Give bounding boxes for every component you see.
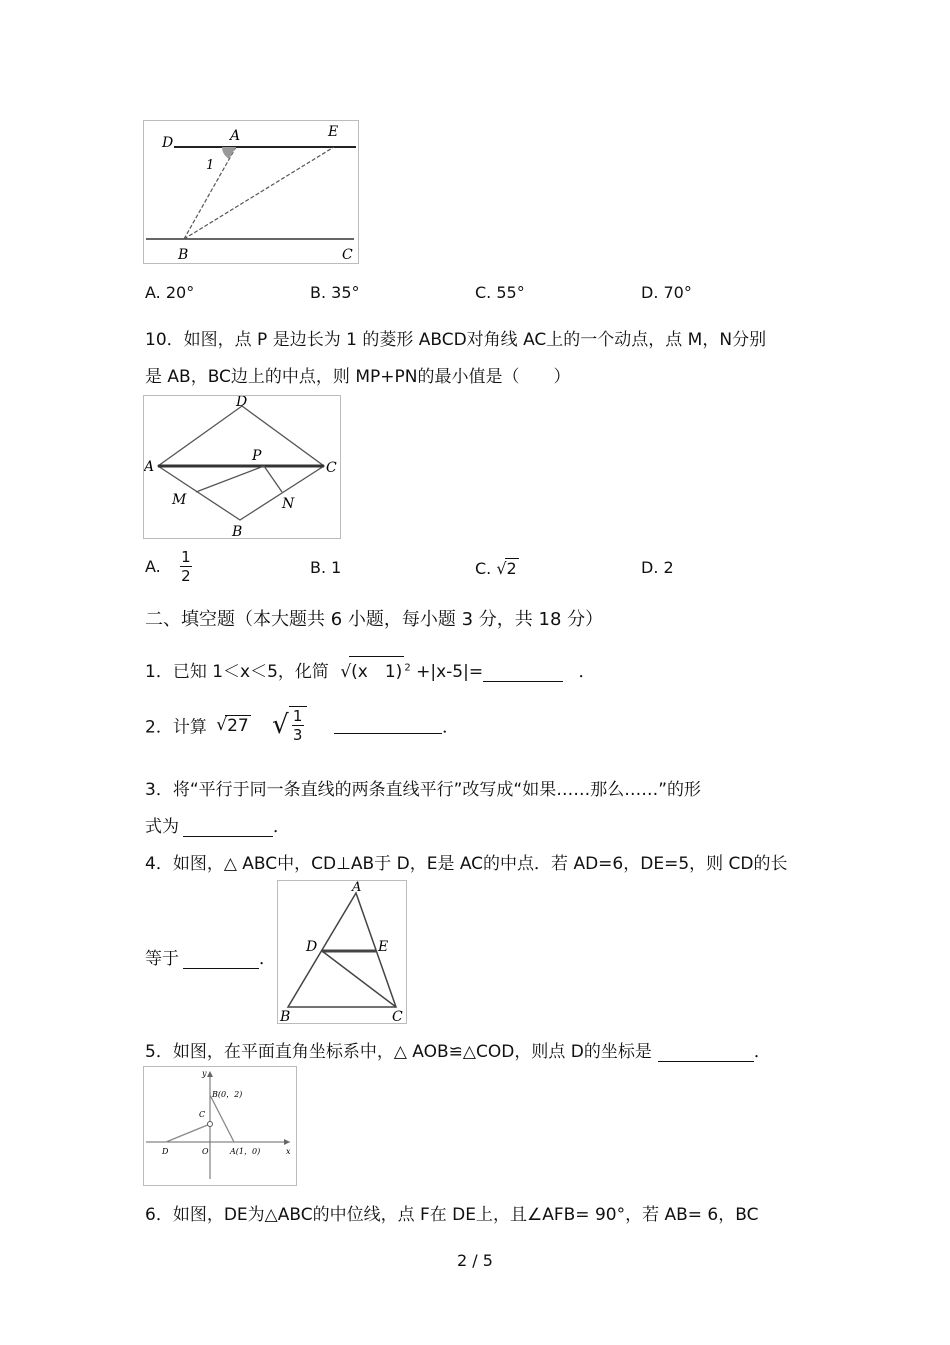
label-b: B(0，2)	[212, 1090, 243, 1099]
triangle-cod	[166, 1124, 210, 1142]
label-a: A	[230, 128, 241, 144]
figure-q4-svg	[278, 881, 406, 1023]
label-b: B	[178, 247, 189, 263]
q10-option-b: B. 1	[310, 558, 342, 577]
label-c: C	[326, 460, 337, 476]
label-c: C	[392, 1009, 403, 1023]
q5-line1: 5．如图，在平面直角坐标系中，△ AOB≌△COD，则点 D的坐标是 ．	[145, 1042, 771, 1062]
figure-q10	[143, 395, 341, 539]
q10-line1: 10．如图，点 P 是边长为 1 的菱形 ABCD对角线 AC上的一个动点，点 M，N分别	[145, 330, 767, 350]
figure-q10-svg	[144, 396, 340, 538]
figure-q5-svg	[144, 1067, 296, 1185]
q10-line2: 是 AB，BC边上的中点，则 MP+PN的最小值是（ ）	[145, 367, 571, 387]
label-angle-1: 1	[206, 158, 215, 173]
section-2-title: 二、填空题（本大题共 6 小题，每小题 3 分，共 18 分）	[145, 609, 604, 630]
figure-q9	[143, 120, 359, 264]
segment-pn	[264, 466, 282, 492]
q5-answer-blank[interactable]	[658, 1045, 754, 1062]
label-c: C	[199, 1110, 206, 1119]
label-y: y	[202, 1069, 207, 1078]
figure-q5	[143, 1066, 297, 1186]
q9-option-b: B. 35°	[310, 283, 360, 302]
page-number: 2 / 5	[457, 1251, 493, 1270]
label-a: A	[144, 459, 155, 475]
q2-answer-blank[interactable]	[334, 717, 442, 734]
q6-line1: 6．如图，DE为△ABC的中位线，点 F在 DE上，且∠AFB= 90°，若 AB= 6，BC	[145, 1205, 759, 1225]
label-m: M	[172, 492, 187, 508]
label-d: D	[306, 939, 318, 955]
q4-answer-blank[interactable]	[183, 952, 259, 969]
q10-option-d: D. 2	[641, 558, 674, 577]
label-d: D	[162, 135, 174, 151]
q3-answer-blank[interactable]	[183, 820, 273, 837]
q9-option-d: D. 70°	[641, 283, 692, 302]
figure-q4	[277, 880, 407, 1024]
q1-answer-blank[interactable]	[483, 665, 563, 682]
y-axis-arrow	[207, 1071, 213, 1077]
label-a: A(1，0)	[230, 1147, 261, 1156]
point-c	[208, 1122, 213, 1127]
label-x: x	[286, 1147, 291, 1156]
q3-line1: 3．将“平行于同一条直线的两条直线平行”改写成“如果……那么……”的形	[145, 780, 702, 800]
angle-1-shade	[222, 147, 236, 159]
segment-dc	[322, 951, 396, 1007]
q4-line1: 4．如图，△ ABC中，CD⊥AB于 D，E是 AC的中点．若 AD=6，DE=5，则 CD的长	[145, 854, 788, 874]
label-e: E	[328, 124, 339, 140]
label-d: D	[236, 396, 248, 410]
label-o: O	[202, 1147, 209, 1156]
segment-mp	[196, 466, 264, 492]
q10-option-c: C. √2	[475, 559, 517, 578]
q4-line2: 等于 ．	[145, 949, 276, 969]
q1: 1．已知 1＜x＜5，化简 √(x 1) $^2$ +|x-5|= ．	[145, 656, 595, 682]
q9-option-c: C. 55°	[475, 283, 525, 302]
q10-option-a: A. $\frac{1}{2}$	[145, 548, 191, 585]
q3-line2: 式为 ．	[145, 817, 290, 837]
label-n: N	[282, 496, 295, 512]
label-p: P	[252, 448, 262, 464]
q2: 2．计算 √27 √ $\frac{1}{3}$ ．	[145, 707, 460, 744]
label-b: B	[232, 524, 243, 538]
label-d: D	[162, 1147, 169, 1156]
figure-q9-svg	[144, 121, 358, 263]
label-e: E	[378, 939, 389, 955]
label-c: C	[342, 247, 353, 263]
q9-option-a: A. 20°	[145, 283, 195, 302]
label-a: A	[352, 881, 362, 895]
x-axis-arrow	[284, 1139, 290, 1145]
triangle-aob	[210, 1095, 234, 1142]
label-b: B	[280, 1009, 291, 1023]
